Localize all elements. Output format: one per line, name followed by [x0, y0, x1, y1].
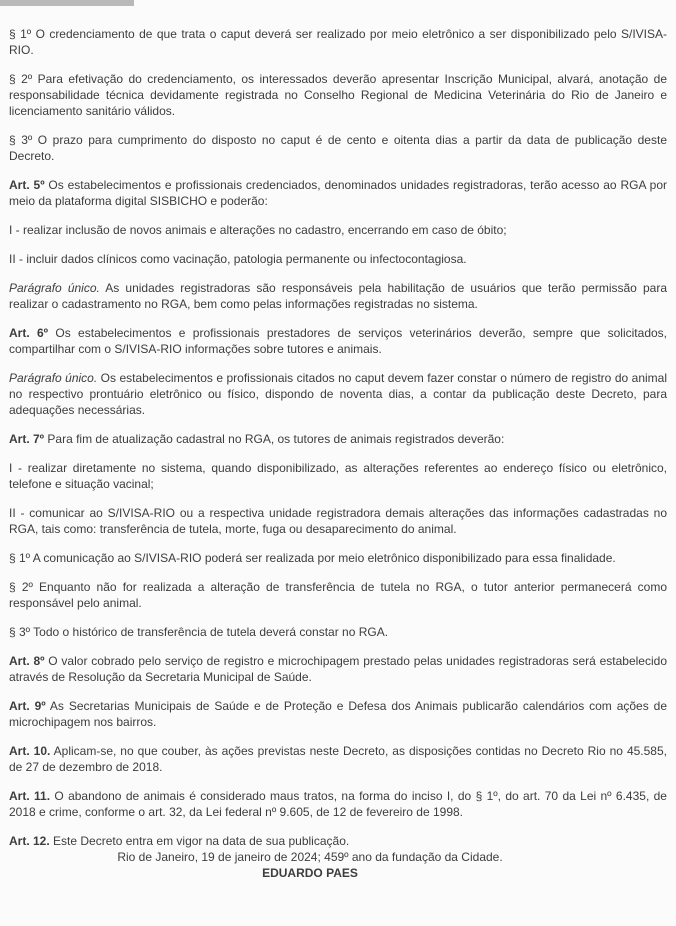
paragraph-article-10 [9, 743, 667, 775]
scan-artifact-bar [0, 0, 134, 6]
paragraph-text: Este Decreto entra em vigor na data de sua publicação. [49, 834, 350, 848]
paragraph-text: As Secretarias Municipais de Saúde e de Proteção e Defesa dos Animais publicarão calendários com ações de microchipagem nos bairros. [9, 699, 668, 729]
article-number: Art. 5º [9, 178, 45, 192]
paragraph-text: Os estabelecimentos e profissionais credenciados, denominados unidades registradoras, terão acesso ao RGA por meio da plataforma digital SISBICHO e poderão: [9, 178, 667, 208]
article-number: Art. 12. [9, 834, 50, 848]
article-number: Art. 11. [9, 789, 51, 803]
paragraph-article-7 [9, 431, 667, 447]
paragraph-item-ii-art7 [9, 505, 667, 537]
paragraph-text: I - realizar diretamente no sistema, quando disponibilizado, as alterações referentes ao endereço físico ou eletrônico, telefone e situação vacinal; [9, 461, 667, 491]
paragraph-section-1-art7 [9, 550, 667, 566]
paragraph-text: II - comunicar ao S/IVISA-RIO ou a respectiva unidade registradora demais alterações das informações cadastradas no RGA, tais como: transferência de tutela, morte, fuga ou desaparecimento do animal. [9, 506, 667, 536]
paragraph-section-2-art7 [9, 579, 667, 611]
sole-paragraph-label: Parágrafo único. [9, 281, 100, 295]
paragraph-sole-paragraph-art5 [9, 280, 667, 312]
article-number: Art. 7º [9, 432, 45, 446]
paragraph-section-3-art7 [9, 624, 667, 640]
paragraph-article-6 [9, 325, 667, 357]
sole-paragraph-label: Parágrafo único. [9, 371, 98, 385]
article-number: Art. 9º [9, 699, 46, 713]
date-place-line: Rio de Janeiro, 19 de janeiro de 2024; 459º ano da fundação da Cidade. [117, 850, 503, 864]
paragraph-text: § 2º Para efetivação do credenciamento, os interessados deverão apresentar Inscrição Municipal, alvará, anotação de responsabilidade técnica devidamente registrada no Conselho Regional de Medicina Veterinária do Rio de Janeiro e licenciamento sanitário válidos. [9, 72, 667, 118]
paragraph-item-i-art7 [9, 460, 667, 492]
article-number: Art. 10. [9, 744, 51, 758]
paragraph-article-11 [9, 788, 667, 820]
paragraph-article-5 [9, 177, 667, 209]
paragraph-text: O valor cobrado pelo serviço de registro e microchipagem prestado pelas unidades registradoras será estabelecido através de Resolução da Secretaria Municipal de Saúde. [9, 654, 667, 684]
paragraph-text: Os estabelecimentos e profissionais prestadores de serviços veterinários deverão, sempre que solicitados, compartilhar com o S/IVISA-RIO informações sobre tutores e animais. [9, 326, 667, 356]
article-number: Art. 8º [9, 654, 45, 668]
paragraph-text: § 2º Enquanto não for realizada a alteração de transferência de tutela no RGA, o tutor anterior permanecerá como responsável pelo animal. [9, 580, 667, 610]
paragraph-text: § 1º A comunicação ao S/IVISA-RIO poderá ser realizada por meio eletrônico disponibilizado para essa finalidade. [9, 551, 616, 565]
paragraph-item-ii [9, 251, 667, 267]
paragraph-text: O abandono de animais é considerado maus tratos, na forma do inciso I, do § 1º, do art. 70 da Lei nº 6.435, de 2018 e crime, conforme o art. 32, da Lei federal nº 9.605, de 12 de fevereiro de 1998. [9, 789, 667, 819]
paragraph-text: II - incluir dados clínicos como vacinação, patologia permanente ou infectocontagiosa. [9, 252, 467, 266]
paragraph-sole-paragraph-art6 [9, 370, 667, 418]
paragraph-article-9 [9, 698, 667, 730]
paragraph-text: I - realizar inclusão de novos animais e alterações no cadastro, encerrando em caso de óbito; [9, 223, 507, 237]
paragraph-text: § 3º Todo o histórico de transferência de tutela deverá constar no RGA. [9, 625, 389, 639]
paragraph-text: Para fim de atualização cadastral no RGA, os tutores de animais registrados deverão: [44, 432, 505, 446]
paragraph-section-3 [9, 132, 667, 164]
paragraph-text: Aplicam-se, no que couber, às ações previstas neste Decreto, as disposições contidas no Decreto Rio no 45.585, de 27 de dezembro de 2018. [9, 744, 667, 774]
paragraph-text: Os estabelecimentos e profissionais citados no caput devem fazer constar o número de registro do animal no respectivo prontuário eletrônico ou físico, dispondo de noventa dias, a contar da publicação deste Decreto, para adequações necessárias. [9, 371, 667, 417]
paragraph-text: § 3º O prazo para cumprimento do disposto no caput é de cento e oitenta dias a partir da data de publicação deste Decreto. [9, 133, 667, 163]
paragraph-article-12 [9, 833, 667, 849]
paragraph-item-i [9, 222, 667, 238]
paragraph-text: As unidades registradoras são responsáveis pela habilitação de usuários que terão permissão para realizar o cadastramento no RGA, bem como pelas informações registradas no sistema. [9, 281, 667, 311]
paragraph-article-8 [9, 653, 667, 685]
paragraph-section-1 [9, 26, 667, 58]
paragraph-text: § 1º O credenciamento de que trata o caput deverá ser realizado por meio eletrônico a ser disponibilizado pelo S/IVISA-RIO. [9, 27, 667, 57]
signature-name: EDUARDO PAES [262, 866, 358, 880]
article-number: Art. 6º [9, 326, 49, 340]
paragraph-section-2 [9, 71, 667, 119]
closing-block [9, 849, 667, 881]
